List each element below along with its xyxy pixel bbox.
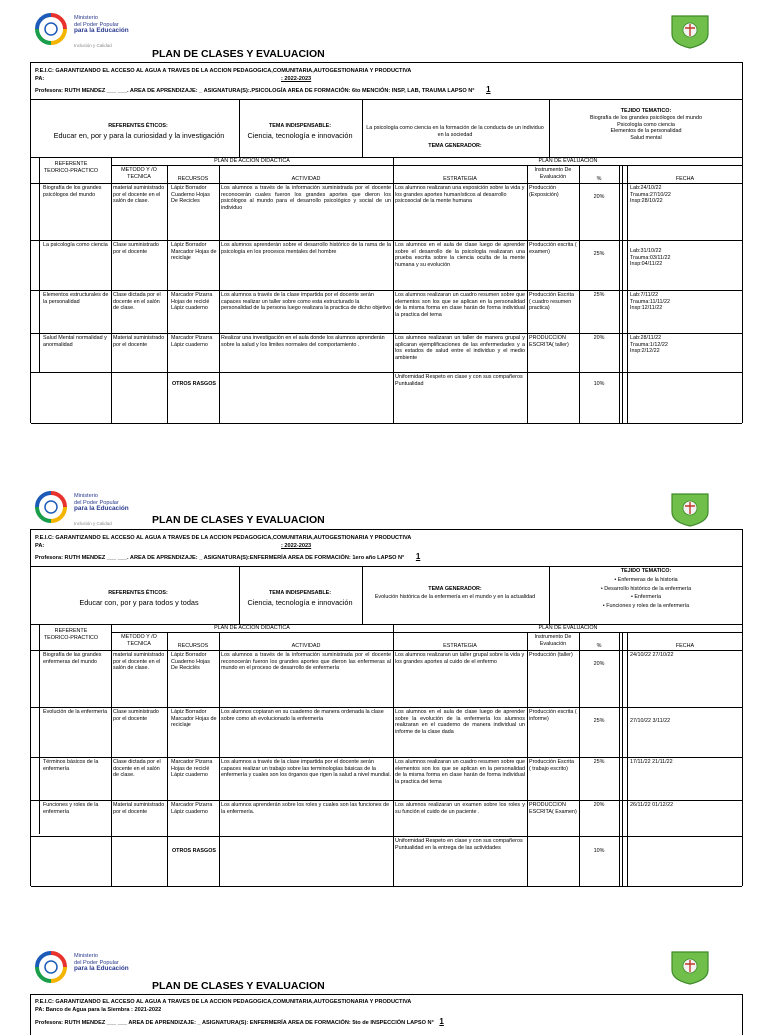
logo-line-3: para la Educación [74, 505, 129, 512]
logo-line-2: del Poder Popular [74, 21, 119, 28]
tejido-tematico-label: TEJIDO TEMATICO: [620, 568, 672, 574]
tejido-item: • Enfermería [630, 594, 662, 600]
lapso-number: 1 [415, 552, 421, 561]
otros-rasgos-text: Uniformidad Respeto en clase y con sus compañeros Puntualidad en la entrega de las actividades [395, 838, 523, 851]
tejido-item: • Funciones y roles de la enfermería [602, 602, 690, 609]
col-fecha: FECHA [675, 643, 695, 649]
col-instrumento: Instrumento De Evaluación [534, 167, 572, 180]
page-title: PLAN DE CLASES Y EVALUACION [152, 48, 325, 60]
logo-line-3: para la Educación [74, 965, 129, 972]
logo-line-3: para la Educación [74, 27, 129, 34]
pa-value: : 2022-2023 [281, 76, 312, 82]
tejido-tematico-label: TEJIDO TEMATICO: [620, 108, 672, 114]
page-title: PLAN DE CLASES Y EVALUACION [152, 514, 325, 526]
tejido-tematico-list [551, 576, 741, 610]
lapso-number: 1 [439, 1017, 444, 1026]
logo-line-1: Ministerio [74, 493, 98, 499]
plan-table [30, 994, 743, 1035]
logo-tagline: Inclusión y Calidad [74, 521, 112, 526]
otros-rasgos-label: OTROS RASGOS [171, 848, 217, 854]
ministry-swirl-icon [34, 950, 68, 984]
table-row: La psicología como ciencia [43, 242, 108, 248]
col-estrategia: ESTRATEGIA [443, 643, 477, 649]
peic-line: P.E.I.C: GARANTIZANDO EL ACCESO AL AGUA A TRAVES DE LA ACCION PEDAGOGICA,COMUNITARIA,AUTOGESTIONARIA Y PRODUCTIVA [35, 999, 412, 1005]
peic-line: P.E.I.C: GARANTIZANDO EL ACCESO AL AGUA A TRAVES DE LA ACCION PEDAGOGICA,COMUNITARIA,AUTOGESTIONARIA Y PRODUCTIVA [35, 68, 412, 74]
col-referente: REFERENTE TEORICO-PRACTICO [43, 628, 99, 641]
logo-line-2: del Poder Popular [74, 499, 119, 506]
logo-tagline: Inclusión y Calidad [74, 43, 112, 48]
plan-accion-header: PLAN DE ACCION DIDACTICA [214, 625, 290, 631]
referentes-eticos-label: REFERENTES ÉTICOS: [108, 590, 168, 596]
tema-indispensable-value: Ciencia, tecnología e innovación [247, 131, 353, 140]
col-referente: REFERENTE TEORICO-PRACTICO [43, 161, 99, 174]
tejido-item: Psicología como ciencia [617, 121, 675, 128]
col-metodo: METODO Y /O TECNICA [121, 167, 157, 180]
logo-line-1: Ministerio [74, 15, 98, 21]
tema-generador-value: Evolución histórica de la enfermería en el mundo y en la actualidad [374, 594, 536, 600]
plan-accion-header: PLAN DE ACCION DIDACTICA [214, 158, 290, 164]
tema-indispensable-label: TEMA INDISPENSABLE: [268, 123, 332, 129]
peic-line: P.E.I.C: GARANTIZANDO EL ACCESO AL AGUA A TRAVES DE LA ACCION PEDAGOGICA,COMUNITARIA,AUTOGESTIONARIA Y PRODUCTIVA [35, 535, 412, 541]
ministry-swirl-icon [34, 490, 68, 524]
logo-line-2: del Poder Popular [74, 959, 119, 966]
tema-indispensable-label: TEMA INDISPENSABLE: [268, 590, 332, 596]
school-shield-icon [668, 490, 712, 528]
col-actividad: ACTIVIDAD [291, 176, 321, 182]
table-row: Biografía de las grandes enfermeras del mundo [43, 652, 102, 665]
profesora-line: Profesora: RUTH MENDEZ ___ ___ AREA DE APRENDIZAJE: _ ASIGNATURA(S): ENFERMERÍA AREA DE FORMACIÓN: 5to de INSPECCIÓN LAPSO N° [35, 1020, 434, 1026]
plan-table: P.E.I.C: GARANTIZANDO EL ACCESO AL AGUA A TRAVES DE LA ACCION PEDAGOGICA,COMUNITARIA,AUTOGESTIONARIA Y PRODUCTIVA PA: : 2022-2023 Profesora: RUTH MENDEZ ___ ___. AREA DE APRENDIZAJE: _ ASIGNATURA(S):.PSICOLOGÍA AREA DE FORMACIÓN: 6to MENCIÓN: INSP, LAB, TRAUMA LAPSO N° 1 REFERENTES ÉTICOS: Educar en, por y para la curiosidad y la investigación TEMA INDISPENSABLE: Ciencia, tecnología e innovación TEMA GENERADOR: La psicología como ciencia en la formación de la conducta de un individuo en la sociedad TEJIDO TEMATICO: Biografía de los grandes psicólogos del mundo Psicología como ciencia Elementos de la personalidad Salud mental PLAN DE ACCION DIDACTICA PLAN DE EVALUACION REFERENTE TEORICO-PRACTICO METODO Y /O TECNICA RECURSOS ACTIVIDAD ESTRATEGIA Instrumento De Evaluación % FECHA Biografía de los grandes psicólogos del mundo material suministrado por el docente en el salón de clase. Lápiz Borrador Cuaderno Hojas De Recicles Los alumnos a través de la información suministrada por el docente reconocerán cuales fueron los grandes aportes que dieron los psicólogos al mundo para el desarrollo psicológico y social de un individuo Los alumnos realizaran una exposición sobre la vida y los grandes aportes humanísticos al desarrollo psicosocial de la mente humana Producción (Exposición) 20% Lab:24/10/22 Trauma:27/10/22 Insp:28/10/22 La psicología como ciencia Clase suministrado por el docente Lápiz Borrador Marcador Hojas de reciclaje Los alumnos aprenderán sobre el desarrollo histórico de la rama de la psicología en los procesos mentales del hombre Los alumnos en el aula de clase luego de aprender sobre el desarrollo de la psicología realizaran una prueba escrita sobre la ciencia oculta de la mente humana y su evolución Producción escrita ( examen) 25% Lab:31/10/22 Trauma:03/11/22 Insp:04/11/22 Elementos estructurales de la personalidad Clase dictada por el docente en el salón de clase. Marcador Pizarra Hojas de reciclé Lápiz cuaderno Los alumnos a través de la clase impartida por el docente serán capaces realizar un taller sobre como esta estructurado la personalidad de la persona luego realizara la practica de dicho objetivo Los alumnos realizaran un cuadro resumen sobre que elementos son los que se aplican en la personalidad de la misma forma en clase harán de forma individual la practica del tema Producción Escrita ( cuadro resumen practica) 25% Lab:7/11/22 Trauma:11/11/22 Insp:12/11/22 Salud Mental normalidad y anormalidad Material suministrado por el docente Marcador Pizarra Lápiz cuaderno Realizar una investigación en el aula donde los alumnos aprenderán sobre la salud y los limites normales del comportamiento . Los alumnos realizaran un taller de manera grupal y aplicaran ejemplificaciones de las enfermedades y a los estados de salud entre el individuo y el medio ambiente PRODUCCION ESCRITA( taller) 20% Lab:28/11/22 Trauma:1/12/22 Insp:2/12/22 OTROS RASGOS Uniformidad Respeto en clase y con sus compañeros Puntualidad 10% [30, 62, 743, 423]
col-estrategia: ESTRATEGIA [443, 176, 477, 182]
tejido-item: Biografía de los grandes psicólogos del mundo [589, 115, 703, 121]
plan-evaluacion-header: PLAN DE EVALUACION [538, 158, 598, 164]
tema-generador-label: TEMA GENERADOR: [428, 143, 482, 149]
tema-indispensable-value: Ciencia, tecnología e innovación [247, 598, 353, 607]
ministry-swirl-icon [34, 12, 68, 46]
tema-generador-label: TEMA GENERADOR: [428, 586, 482, 592]
profesora-line: Profesora: RUTH MENDEZ ___ ___. AREA DE APRENDIZAJE: _ ASIGNATURA(S):ENFERMERÍA AREA DE FORMACIÓN: 1ero año LAPSO N° [35, 555, 405, 561]
col-fecha: FECHA [675, 176, 695, 182]
page-title: PLAN DE CLASES Y EVALUACION [152, 980, 325, 992]
tejido-item: Elementos de la personalidad [610, 128, 682, 135]
pa-label: PA: [35, 76, 45, 82]
col-actividad: ACTIVIDAD [291, 643, 321, 649]
referentes-eticos-value: Educar en, por y para la curiosidad y la investigación [53, 131, 225, 140]
school-shield-icon [668, 12, 712, 50]
table-row: Elementos estructurales de la personalidad [43, 292, 109, 305]
tejido-item: • Desarrollo histórico de la enfermería [600, 585, 692, 592]
tejido-tematico-list [551, 115, 741, 141]
col-instrumento: Instrumento De Evaluación [534, 634, 572, 647]
table-row: Biografía de los grandes psicólogos del mundo [43, 185, 102, 198]
table-row: Términos básicos de la enfermería [43, 759, 99, 772]
otros-rasgos-text: Uniformidad Respeto en clase y con sus compañeros Puntualidad [395, 374, 523, 387]
school-shield-icon [668, 948, 712, 986]
lapso-number: 1 [486, 85, 491, 94]
otros-rasgos-label: OTROS RASGOS [171, 381, 217, 387]
pa-label: PA: [35, 543, 45, 549]
ministry-logo [34, 12, 154, 56]
ministry-logo [34, 490, 154, 534]
col-porcentaje: % [596, 176, 602, 182]
pa-value: : 2022-2023 [281, 543, 312, 549]
otros-rasgos-pct: 10% [593, 848, 605, 854]
profesora-line: Profesora: RUTH MENDEZ ___ ___. AREA DE APRENDIZAJE: _ ASIGNATURA(S):.PSICOLOGÍA AREA DE FORMACIÓN: 6to MENCIÓN: INSP, LAB, TRAUMA LAPSO N° [35, 88, 475, 94]
otros-rasgos-pct: 10% [593, 381, 605, 387]
tejido-item: • Enfermeras de la historia [614, 577, 678, 583]
referentes-eticos-label: REFERENTES ÉTICOS: [108, 123, 168, 129]
col-recursos: RECURSOS [177, 643, 209, 649]
table-row: Salud Mental normalidad y anormalidad [43, 335, 107, 348]
col-recursos: RECURSOS [177, 176, 209, 182]
col-metodo: METODO Y /O TECNICA [121, 634, 157, 647]
table-row: Evolución de la enfermería [43, 709, 108, 715]
tema-generador-value: La psicología como ciencia en la formación de la conducta de un individuo en la sociedad [366, 125, 544, 138]
pa-line: PA: Banco de Agua para la Siembra : 2021-2022 [35, 1007, 162, 1013]
logo-line-1: Ministerio [74, 953, 98, 959]
plan-evaluacion-header: PLAN DE EVALUACION [538, 625, 598, 631]
ministry-logo [34, 950, 154, 994]
referentes-eticos-value: Educar con, por y para todos y todas [79, 598, 199, 607]
col-porcentaje: % [596, 643, 602, 649]
table-row: Funciones y roles de la enfermería [43, 802, 99, 815]
tejido-item: Salud mental [630, 134, 662, 141]
plan-table: P.E.I.C: GARANTIZANDO EL ACCESO AL AGUA A TRAVES DE LA ACCION PEDAGOGICA,COMUNITARIA,AUTOGESTIONARIA Y PRODUCTIVA PA: : 2022-2023 Profesora: RUTH MENDEZ ___ ___. AREA DE APRENDIZAJE: _ ASIGNATURA(S):ENFERMERÍA AREA DE FORMACIÓN: 1ero año LAPSO N° 1 REFERENTES ÉTICOS: Educar con, por y para todos y todas TEMA INDISPENSABLE: Ciencia, tecnología e innovación TEMA GENERADOR: Evolución histórica de la enfermería en el mundo y en la actualidad TEJIDO TEMATICO: • Enfermeras de la historia • Desarrollo histórico de la enfermería • Enfermería • Funciones y roles de la enfermería PLAN DE ACCION DIDACTICA PLAN DE EVALUACION REFERENTE TEORICO-PRACTICO METODO Y /O TECNICA RECURSOS ACTIVIDAD ESTRATEGIA Instrumento De Evaluación % FECHA Biografía de las grandes enfermeras del mundo material suministrado por el docente en el salón de clase. Lápiz Borrador Cuaderno Hojas De Reciclés Los alumnos a través de la información suministrada por el docente reconocerán fueron los grandes aportes que dieron las enfermeras al mundo en el proceso de desarrollo de enfermería Los alumnos realizaran un taller grupal sobre la vida y los grandes aportes al cuido de el enfermo Producción (taller) 20% 24/10/22 27/10/22 Evolución de la enfermería Clase suministrado por el docente Lápiz Borrador Marcador Hojas de reciclaje Los alumnos copiaran en su cuaderno de manera ordenada la clase sobre como ah evolucionado la enfermería Los alumnos en el aula de clase luego de aprender sobre la evolución de la enfermería los alumnos realizaran en el cuaderno de manera individual un informe de la clase dada Producción escrita ( informe) 25% 27/10/22 3/11/22 Términos básicos de la enfermería Clase dictada por el docente en el salón de clase. Marcador Pizarra Hojas de reciclé Lápiz cuaderno Los alumnos a través de la clase impartida por el docente serán capaces realizar un trabajo sobre las terminologías básicas de la enfermería y cuales son los órganos que rigen la salud a nivel mundial. Los alumnos realizaran un cuadro resumen sobre que elementos son los que se aplican en la personalidad de la misma forma en clase harán de forma individual la practica del tema Producción Escrita ( trabajo escrito) 25% 17/11/22 21/11/22 Funciones y roles de la enfermería Material suministrado por el docente Marcador Pizarra Lápiz cuaderno Los alumnos aprenderán sobre los roles y cuales son las funciones de la enfermería. Los alumnos realizaran un examen sobre los roles y su función el cuido de un paciente . PRODUCCION ESCRITA( Examen) 20% 26/11/22 01/12/22 OTROS RASGOS Uniformidad Respeto en clase y con sus compañeros Puntualidad en la entrega de las actividades 10% [30, 529, 743, 886]
